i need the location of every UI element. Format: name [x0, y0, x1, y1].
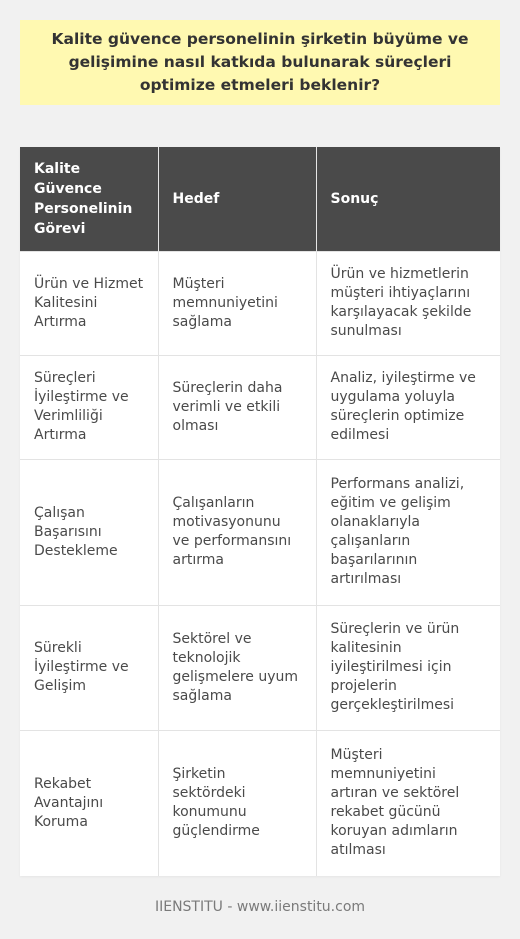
- table-row: [20, 605, 500, 730]
- cell-result: Analiz, iyileştirme ve uygulama yoluyla süreçlerin optimize edilmesi: [316, 355, 500, 459]
- cell-task: Ürün ve Hizmet Kalitesini Artırma: [20, 251, 158, 355]
- page-title: Kalite güvence personelinin şirketin büyüme ve gelişimine nasıl katkıda bulunarak süreçleri optimize etmeleri beklenir?: [51, 30, 469, 94]
- table-row: [20, 459, 500, 605]
- cell-goal: Şirketin sektördeki konumunu güçlendirme: [158, 730, 316, 876]
- cell-goal: Sektörel ve teknolojik gelişmelere uyum sağlama: [158, 605, 316, 730]
- tasks-table: [20, 147, 500, 876]
- cell-task: Sürekli İyileştirme ve Gelişim: [20, 605, 158, 730]
- header-task: Kalite Güvence Personelinin Görevi: [20, 147, 158, 251]
- footer-credit: IIENSTITU - www.iienstitu.com: [154, 899, 366, 915]
- cell-result: Süreçlerin ve ürün kalitesinin iyileştirilmesi için projelerin gerçekleştirilmesi: [316, 605, 500, 730]
- cell-goal: Çalışanların motivasyonunu ve performansını artırma: [158, 459, 316, 605]
- cell-goal: Müşteri memnuniyetini sağlama: [158, 251, 316, 355]
- cell-result: Müşteri memnuniyetini artıran ve sektörel rekabet gücünü koruyan adımların atılması: [316, 730, 500, 876]
- cell-task: Süreçleri İyileştirme ve Verimliliği Artırma: [20, 355, 158, 459]
- cell-task: Çalışan Başarısını Destekleme: [20, 459, 158, 605]
- cell-result: Ürün ve hizmetlerin müşteri ihtiyaçlarını karşılayacak şekilde sunulması: [316, 251, 500, 355]
- header-result: Sonuç: [316, 147, 500, 251]
- cell-result: Performans analizi, eğitim ve gelişim olanaklarıyla çalışanların başarılarının artırılması: [316, 459, 500, 605]
- title-banner: [20, 20, 500, 105]
- cell-goal: Süreçlerin daha verimli ve etkili olması: [158, 355, 316, 459]
- table-row: [20, 355, 500, 459]
- table-row: [20, 730, 500, 876]
- header-goal: Hedef: [158, 147, 316, 251]
- table-header-row: [20, 147, 500, 251]
- table-row: [20, 251, 500, 355]
- cell-task: Rekabet Avantajını Koruma: [20, 730, 158, 876]
